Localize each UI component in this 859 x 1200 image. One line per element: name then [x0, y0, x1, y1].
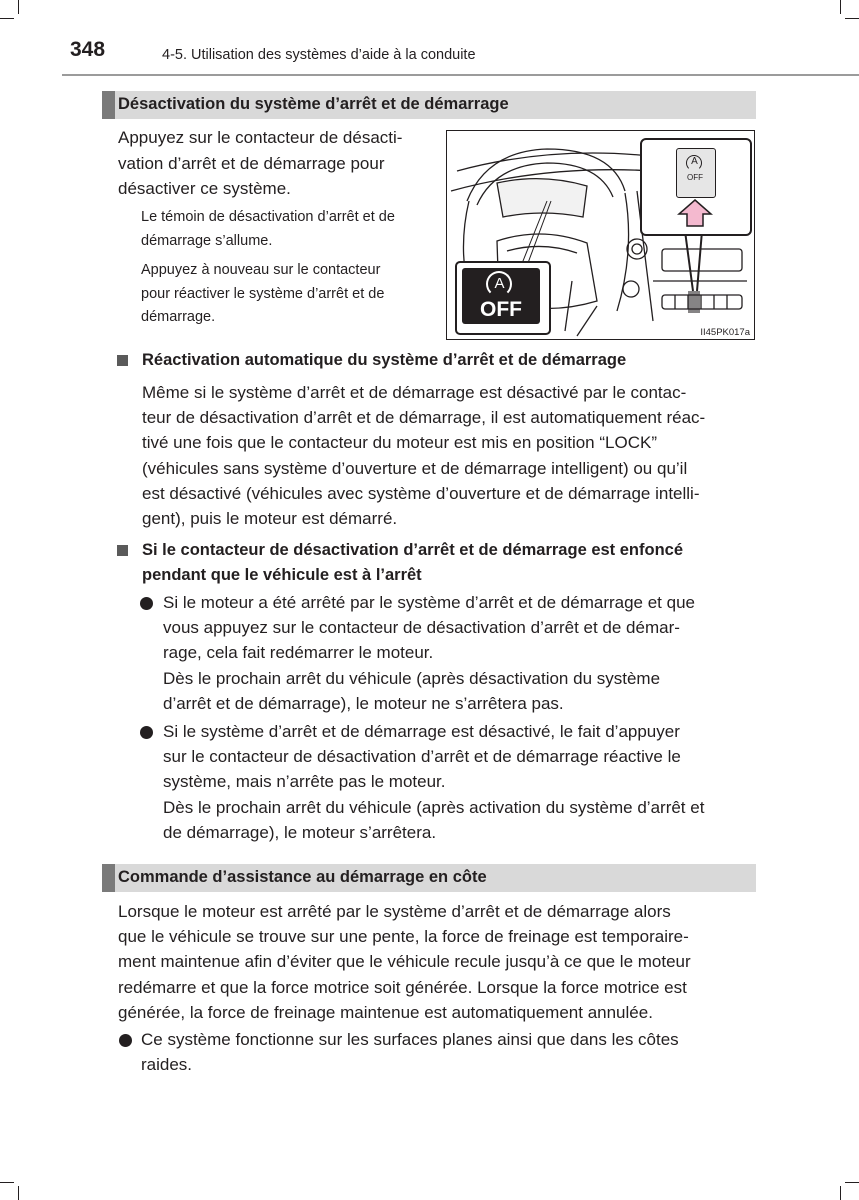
square-bullet-icon — [117, 545, 128, 556]
note-line: démarrage s’allume. — [141, 232, 273, 249]
switch-button — [676, 148, 716, 198]
indicator-off-text: OFF — [480, 298, 522, 321]
figure-caption: II45PK017a — [700, 327, 750, 338]
text-line: Si le système d’arrêt et de démarrage est désactivé, le fait d’appuyer — [163, 722, 680, 741]
text-line: Même si le système d’arrêt et de démarrage est désactivé par le contac- — [142, 383, 687, 402]
indicator-light — [462, 268, 540, 324]
crop-mark — [845, 1182, 859, 1183]
section-title: Commande d’assistance au démarrage en côte — [118, 868, 487, 886]
chapter-title: 4-5. Utilisation des systèmes d’aide à la conduite — [162, 47, 476, 63]
text-line: Si le moteur a été arrêté par le système d’arrêt et de démarrage et que — [163, 593, 695, 612]
crop-mark — [0, 1182, 14, 1183]
crop-mark — [840, 1186, 841, 1200]
text-line: Ce système fonctionne sur les surfaces planes ainsi que dans les côtes — [141, 1030, 679, 1049]
text-line: gent), puis le moteur est démarré. — [142, 509, 398, 529]
text-line: teur de désactivation d’arrêt et de démarrage, il est automatiquement réac- — [142, 408, 706, 428]
crop-mark — [18, 1186, 19, 1200]
text-line: système, mais n’arrête pas le moteur. — [163, 772, 446, 792]
header-divider — [62, 74, 859, 76]
text-line: tivé une fois que le contacteur du moteur est mis en position “LOCK” — [142, 433, 657, 453]
crop-mark — [845, 18, 859, 19]
press-arrow-icon — [675, 198, 715, 228]
subsection-title: Réactivation automatique du système d’arrêt et de démarrage — [142, 351, 627, 369]
round-bullet-icon — [140, 726, 153, 739]
text-line: ment maintenue afin d’éviter que le véhicule recule jusqu’à ce que le moteur — [118, 952, 691, 972]
indicator-letter: A — [494, 275, 505, 292]
crop-mark — [18, 0, 19, 14]
intro-line: Appuyez sur le contacteur de désacti- — [118, 128, 403, 147]
text-line: est désactivé (véhicules avec système d’ouverture et de démarrage intelli- — [142, 483, 700, 503]
note-indicator-on — [141, 206, 431, 253]
text-line: que le véhicule se trouve sur une pente, la force de freinage est temporaire- — [118, 927, 689, 947]
note-line: Appuyez à nouveau sur le contacteur — [141, 262, 381, 278]
title-line: Si le contacteur de désactivation d’arrêt et de démarrage est enfoncé — [142, 541, 684, 559]
text-line: d’arrêt et de démarrage), le moteur ne s’arrêtera pas. — [163, 693, 564, 713]
section-heading-stop-start-off — [102, 91, 756, 119]
text-line: raides. — [141, 1055, 193, 1075]
title-line: pendant que le véhicule est à l’arrêt — [142, 566, 422, 584]
switch-zoom-frame — [640, 138, 752, 236]
bullet-paragraph — [163, 590, 752, 716]
text-line: rage, cela fait redémarrer le moteur. — [163, 643, 434, 663]
note-reactivate — [141, 259, 431, 330]
heading-bar — [102, 864, 115, 892]
subsection-title — [142, 538, 754, 588]
dashboard-illustration — [446, 130, 755, 340]
bullet-paragraph — [163, 719, 752, 845]
intro-line: désactiver ce système. — [118, 179, 291, 198]
intro-line: vation d’arrêt et de démarrage pour — [118, 153, 385, 173]
switch-off-text: OFF — [687, 173, 703, 182]
bullet-paragraph — [141, 1027, 752, 1077]
text-line: vous appuyez sur le contacteur de désactivation d’arrêt et de démar- — [163, 618, 680, 638]
square-bullet-icon — [117, 355, 128, 366]
text-line: Dès le prochain arrêt du véhicule (après activation du système d’arrêt et — [163, 797, 705, 817]
text-line: de démarrage), le moteur s’arrêtera. — [163, 822, 437, 842]
text-line: redémarre et que la force motrice soit générée. Lorsque la force motrice est — [118, 977, 687, 997]
section-heading-hill-start — [102, 864, 756, 892]
round-bullet-icon — [140, 597, 153, 610]
switch-letter: A — [691, 156, 698, 167]
page-number: 348 — [70, 38, 106, 61]
round-bullet-icon — [119, 1034, 132, 1047]
section-title: Désactivation du système d’arrêt et de démarrage — [118, 95, 509, 113]
text-line: Dès le prochain arrêt du véhicule (après désactivation du système — [163, 668, 661, 688]
text-line: générée, la force de freinage maintenue est automatiquement annulée. — [118, 1002, 653, 1022]
crop-mark — [840, 0, 841, 14]
note-line: pour réactiver le système d’arrêt et de — [141, 285, 385, 302]
hill-start-paragraph — [118, 899, 752, 1025]
text-line: sur le contacteur de désactivation d’arrêt et de démarrage réactive le — [163, 747, 681, 767]
intro-paragraph — [118, 125, 430, 202]
heading-bar — [102, 91, 115, 119]
text-line: Lorsque le moteur est arrêté par le système d’arrêt et de démarrage alors — [118, 902, 671, 921]
text-line: (véhicules sans système d’ouverture et de démarrage intelligent) ou qu’il — [142, 458, 688, 478]
indicator-zoom-frame — [455, 261, 551, 335]
note-line: Le témoin de désactivation d’arrêt et de — [141, 209, 395, 225]
crop-mark — [0, 18, 14, 19]
subsection-paragraph — [142, 380, 752, 531]
note-line: démarrage. — [141, 309, 216, 326]
